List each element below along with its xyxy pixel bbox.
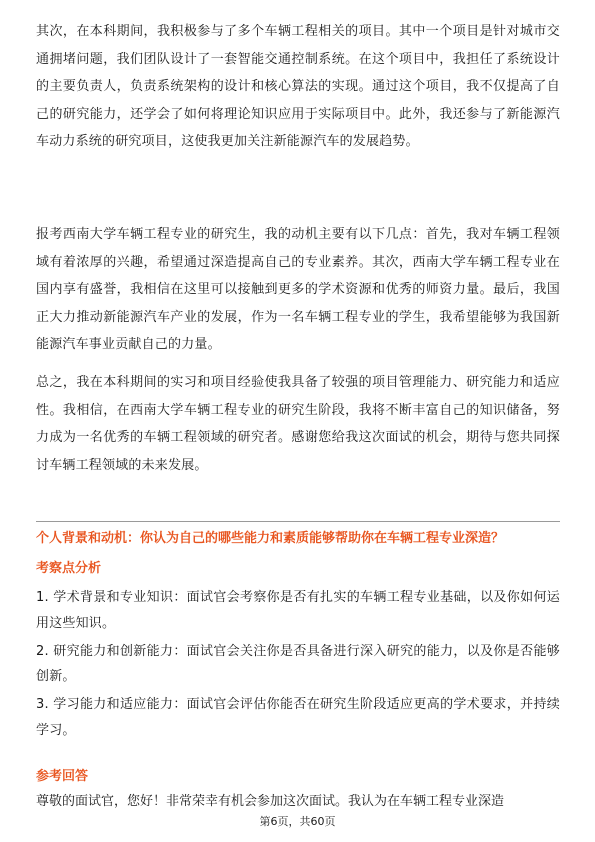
analysis-point: 1. 学术背景和专业知识：面试官会考察你是否有扎实的车辆工程专业基础，以及你如何运用这些知识。 bbox=[36, 590, 560, 631]
page-number-footer: 第6页，共60页 bbox=[259, 815, 336, 828]
answer-text: 尊敬的面试官，您好！非常荣幸有机会参加这次面试。我认为在车辆工程专业深造 bbox=[36, 794, 505, 809]
section-divider bbox=[36, 521, 560, 522]
body-paragraph-motivation: 报考西南大学车辆工程专业的研究生，我的动机主要有以下几点：首先，我对车辆工程领域有着浓厚的兴趣，希望通过深造提高自己的专业素养。其次，西南大学车辆工程专业在国内享有盛誉，我相信在这里可以接触到更多的学术资源和优秀的师资力量。最后，我国正大力推动新能源汽车产业的发展，作为一名车辆工程专业的学生，我希望能够为我国新能源汽车事业贡献自己的力量。 bbox=[36, 227, 560, 352]
analysis-point: 3. 学习能力和适应能力：面试官会评估你能否在研究生阶段适应更高的学术要求，并持续学习。 bbox=[36, 697, 560, 738]
body-paragraph-projects: 其次，在本科期间，我积极参与了多个车辆工程相关的项目。其中一个项目是针对城市交通拥堵问题，我们团队设计了一套智能交通控制系统。在这个项目中，我担任了系统设计的主要负责人，负责系统架构的设计和核心算法的实现。通过这个项目，我不仅提高了自己的研究能力，还学会了如何将理论知识应用于实际项目中。此外，我还参与了新能源汽车动力系统的研究项目，这使我更加关注新能源汽车的发展趋势。 bbox=[36, 24, 560, 149]
analysis-list bbox=[36, 585, 560, 746]
interview-question: 个人背景和动机：你认为自己的哪些能力和素质能够帮助你在车辆工程专业深造？ bbox=[36, 531, 505, 546]
body-paragraph-conclusion: 总之，我在本科期间的实习和项目经验使我具备了较强的项目管理能力、研究能力和适应性。我相信，在西南大学车辆工程专业的研究生阶段，我将不断丰富自己的知识储备，努力成为一名优秀的车辆工程领域的研究者。感谢您给我这次面试的机会，期待与您共同探讨车辆工程领域的未来发展。 bbox=[36, 375, 560, 473]
analysis-heading: 考察点分析 bbox=[36, 561, 102, 576]
answer-heading: 参考回答 bbox=[36, 769, 89, 784]
analysis-point: 2. 研究能力和创新能力：面试官会关注你是否具备进行深入研究的能力，以及你是否能够创新。 bbox=[36, 643, 560, 684]
